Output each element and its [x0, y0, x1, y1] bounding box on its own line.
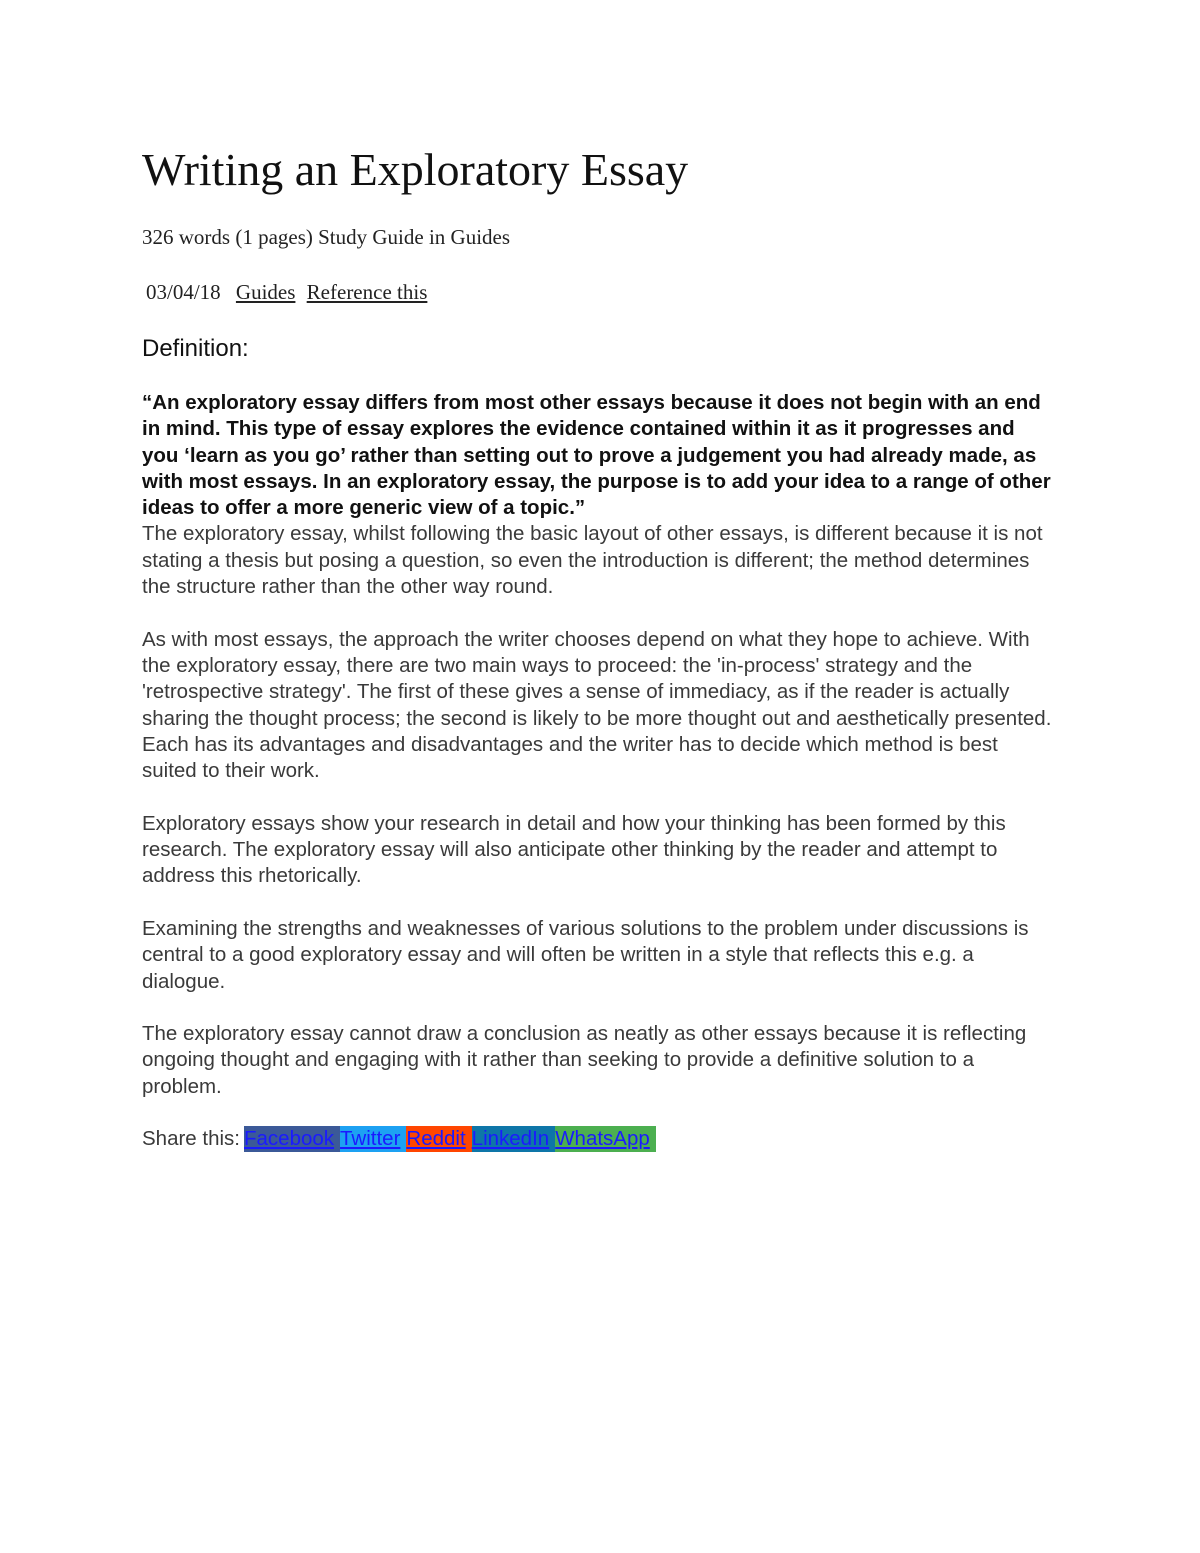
publish-date: 03/04/18	[146, 280, 221, 304]
share-linkedin-link[interactable]: LinkedIn	[472, 1126, 556, 1152]
paragraph-definition	[142, 390, 1054, 600]
share-label: Share this:	[142, 1127, 240, 1151]
share-bar	[142, 1126, 1054, 1152]
paragraph-3: Exploratory essays show your research in detail and how your thinking has been formed by this research. The exploratory essay will also anticipate other thinking by the reader and attempt to address this rhetorically.	[142, 811, 1006, 888]
definition-heading: Definition:	[142, 335, 249, 362]
guides-link[interactable]: Guides	[235, 280, 296, 304]
article-info-line	[146, 279, 427, 305]
share-facebook-link[interactable]: Facebook	[244, 1126, 340, 1152]
paragraph-2: As with most essays, the approach the writer chooses depend on what they hope to achieve. With the exploratory essay, there are two main ways to proceed: the 'in-process' strategy and the 'retrospective strategy'. The first of these gives a sense of immediacy, as if the reader is actually sharing the thought process; the second is likely to be more thought out and aesthetically presented. Each has its advantages and disadvantages and the writer has to decide which method is best suited to their work.	[142, 627, 1052, 783]
share-whatsapp-link[interactable]: WhatsApp	[555, 1126, 656, 1152]
article-meta: 326 words (1 pages) Study Guide in Guides	[142, 225, 511, 249]
paragraph-5: The exploratory essay cannot draw a conclusion as neatly as other essays because it is reflecting ongoing thought and engaging with it rather than seeking to provide a definitive solution to a problem.	[142, 1022, 1027, 1098]
definition-quote: “An exploratory essay differs from most other essays because it does not begin with an end in mind. This type of essay explores the evidence contained within it as it progresses and you ‘learn as you go’ rather than setting out to prove a judgement you had already made, as with most essays. In an exploratory essay, the purpose is to add your idea to a range of other ideas to offer a more generic view of a topic.”	[142, 391, 1051, 520]
paragraph-1: The exploratory essay, whilst following the basic layout of other essays, is different because it is not stating a thesis but posing a question, so even the introduction is different; the method determines the structure rather than the other way round.	[142, 522, 1043, 599]
reference-this-link[interactable]: Reference this	[306, 280, 428, 304]
paragraph-4: Examining the strengths and weaknesses of various solutions to the problem under discussions is central to a good exploratory essay and will often be written in a style that reflects this e.g. a dialogue.	[142, 916, 1029, 993]
share-reddit-link[interactable]: Reddit	[406, 1126, 471, 1152]
share-twitter-link[interactable]: Twitter	[340, 1126, 406, 1152]
article-body	[142, 390, 1054, 1153]
page-title: Writing an Exploratory Essay	[142, 144, 689, 195]
